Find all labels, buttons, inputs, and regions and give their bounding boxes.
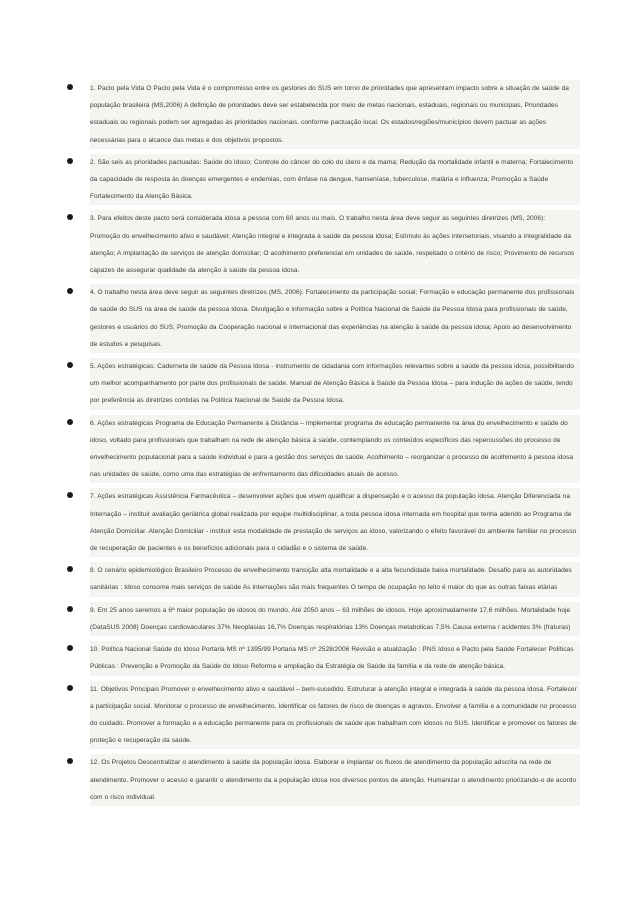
- list-item: [58, 154, 580, 206]
- text-block: [90, 602, 580, 636]
- bullet-icon: [67, 362, 73, 368]
- list-item-text: 11. Objetivos Principais Promover o envelhecimento ativo e saudável – bem-sucedido. Estruturar a atenção integral e integrada à saúde da pessoa idosa. Fortalecer a participação social. Monitorar o processo de envelhecimento. Identificar os fatores de risco de doenças e agravos. Envolver a família e a comunidade no processo do cuidado. Promover a formação e a educação permanente para os profissionais de saúde que trabalham com idosos no SUS. Identificar e promover os fatores de proteção e recuperação da saúde.: [90, 685, 577, 745]
- list-item-text: 9. Em 25 anos seremos a 6ª maior população de idosos do mundo. Até 2050 anos – 63 milhões de idosos. Hoje aproximadamente 17,6 milhões. Mortalidade hoje (DataSUS 2008) Doenças cardiovaculares 37% Neoplasias 16,7% Doenças respiratórias 13% Doenças metabolicas 7,5% Causa externa / acidentes 3% (fraturas): [90, 606, 571, 631]
- list-item-text: 5. Ações estratégicas: Caderneta de saúde da Pessoa Idosa - instrumento de cidadania com informações relevantes sobre a saúde da pessoa idosa, possibilitando um melhor acompanhamento por parte dos profissionais de saúde. Manual de Atenção Básica à Saúde da Pessoa Idosa – para indução de ações de saúde, tendo por preferência as diretrizes contidas na Política Nacional de Saúde da Pessoa Idosa.: [90, 363, 574, 405]
- list-item-text: 4. O trabalho nesta área deve seguir as seguintes diretrizes (MS, 2006): Fortalecimento da participação social; Formação e educação permanente dos profissionais de saúde do SUS na área de saúde da pessoa idosa. Divulgação e informação sobre a Política Nacional de Saúde da Pessoa Idosa para profissionais de saúde, gestores e usuários do SUS; Promoção da Cooperação nacional e internacional das experiências na atenção à saúde da pessoa idosa; Apoio ao desenvolvimento de estudos e pesquisas.: [90, 289, 575, 348]
- list-item-text: 8. O cenário epidemiológico Brasileiro Processo de envelhecimento transição alta mortalidade e a alta fecundidade baixa mortalidade. Desafio para as autoridades sanitárias : Idoso consome mais serviços de saúde As internações são mais frequentes O tempo de ocupação no leito é maior do que as outras faixas etárias: [90, 567, 572, 592]
- list-item: [58, 681, 580, 750]
- list-item: [58, 754, 580, 806]
- bullet-icon: [67, 419, 73, 425]
- bullet-icon: [67, 645, 73, 651]
- text-block: [90, 681, 580, 750]
- list-item: [58, 210, 580, 279]
- list-item-text: 2. São seis as prioridades pactuadas: Saúde do Idoso; Controle do câncer do colo do útero e da mama; Redução da mortalidade infantil e materna; Fortalecimento da capacidade de resposta às doenças emergentes e endemias, com ênfase na dengue, hanseníase, tuberculose, malária e influenza; Promoção a Saúde Fortalecimento da Atenção Básica.: [90, 158, 574, 201]
- text-block: [90, 488, 580, 557]
- list-item: [58, 358, 580, 410]
- list-item-text: 12. Os Projetos Descentralizar o atendimento à saúde da população idosa. Elaborar e implantar os fluxos de atendimento da população adscrita na rede de atendimento. Promover o acesso e garantir o atendimento da a população idosa nos diversos pontos de atenção. Humanizar o atendimento priorizando-o de acordo com o risco individual.: [90, 759, 577, 801]
- bullet-icon: [67, 758, 73, 764]
- text-block: [90, 358, 580, 410]
- bullet-list: [58, 80, 580, 811]
- bullet-icon: [67, 84, 73, 90]
- list-item: [58, 80, 580, 149]
- list-item: [58, 415, 580, 484]
- list-item-text: 10. Política Nacional Saúde do Idoso Portaria MS nº 1395/99 Portaria MS nº 2528/2006 Revisão e atualização : PNS Idoso e Pacto pela Saúde Fortalecer Políticas Públicas : Prevenção e Promoção da Saúde do Idoso Reforma e ampliação da Estratégia de Saúde da família e da rede de atenção básica.: [90, 646, 574, 671]
- list-item-text: 1. Pacto pela Vida O Pacto pela Vida é o compromisso entre os gestores do SUS em torno de prioridades que apresentam impacto sobre a situação de saúde da população brasileira (MS,2006) A definição de prioridades deve ser estabelecida por meio de metas nacionais, estaduais, regionais ou municipais, Prioridades estaduais ou regionais podem ser agregadas às prioridades nacionais, conforme pactuação local. Os estados/regiões/municípios devem pactuar as ações necessárias para o alcance das metas e dos objetivos propostos.: [90, 85, 569, 144]
- list-item: [58, 641, 580, 675]
- bullet-icon: [67, 685, 73, 691]
- bullet-icon: [67, 566, 73, 572]
- list-item: [58, 562, 580, 596]
- text-block: [90, 754, 580, 806]
- text-block: [90, 154, 580, 206]
- text-block: [90, 415, 580, 484]
- bullet-icon: [67, 606, 73, 612]
- bullet-icon: [67, 492, 73, 498]
- text-block: [90, 562, 580, 596]
- bullet-icon: [67, 158, 73, 164]
- list-item-text: 6. Ações estratégicas Programa de Educação Permanente à Distância – implementar programa de educação permanente na área do envelhecimento e saúde do idoso, voltado para profissionais que trabalham na rede de atenção básica à saúde, contemplando os conteúdos específicos das repercussões do processo de envelhecimento populacional para a saúde individual e para a gestão dos serviços de saúde. Acolhimento – reorganizar o processo de acolhimento à pessoa idosa nas unidades de saúde, como uma das estratégias de enfrentamento das dificuldades atuais de acesso.: [90, 419, 574, 479]
- list-item-text: 3. Para efeitos deste pacto será considerada idosa a pessoa com 60 anos ou mais. O trabalho nesta área deve seguir as seguintes diretrizes (MS, 2006): Promoção do envelhecimento ativo e saudável; Atenção integral e integrada à saúde da pessoa idosa; Estímulo às ações intersetoriais, visando a integralidade da atenção; A implantação de serviços de atenção domiciliar; O acolhimento preferencial em unidades de saúde, respeitado o critério de risco; Provimento de recursos capazes de assegurar qualidade da atenção à saúde da pessoa idosa.: [90, 215, 575, 275]
- text-block: [90, 210, 580, 279]
- list-item: [58, 284, 580, 353]
- text-block: [90, 284, 580, 353]
- text-block: [90, 641, 580, 675]
- list-item: [58, 488, 580, 557]
- text-block: [90, 80, 580, 149]
- bullet-icon: [67, 214, 73, 220]
- bullet-icon: [67, 288, 73, 294]
- list-item-text: 7. Ações estratégicas Assistência Farmacêutica – desenvolver ações que visem qualificar a dispensação e o acesso da população idosa. Atenção Diferenciada na Internação – instituir avaliação geriátrica global realizada por equipe multidisciplinar, a toda pessoa idosa internada em hospital que tenha aderido ao Programa de Atenção Domiciliar. Atenção Domiciliar - instituir esta modalidade de prestação de serviços ao idoso, valorizando o efeito favorável do ambiente familiar no processo de recuperação de pacientes e os benefícios adicionais para o cidadão e o sistema de saúde.: [90, 493, 577, 553]
- list-item: [58, 602, 580, 636]
